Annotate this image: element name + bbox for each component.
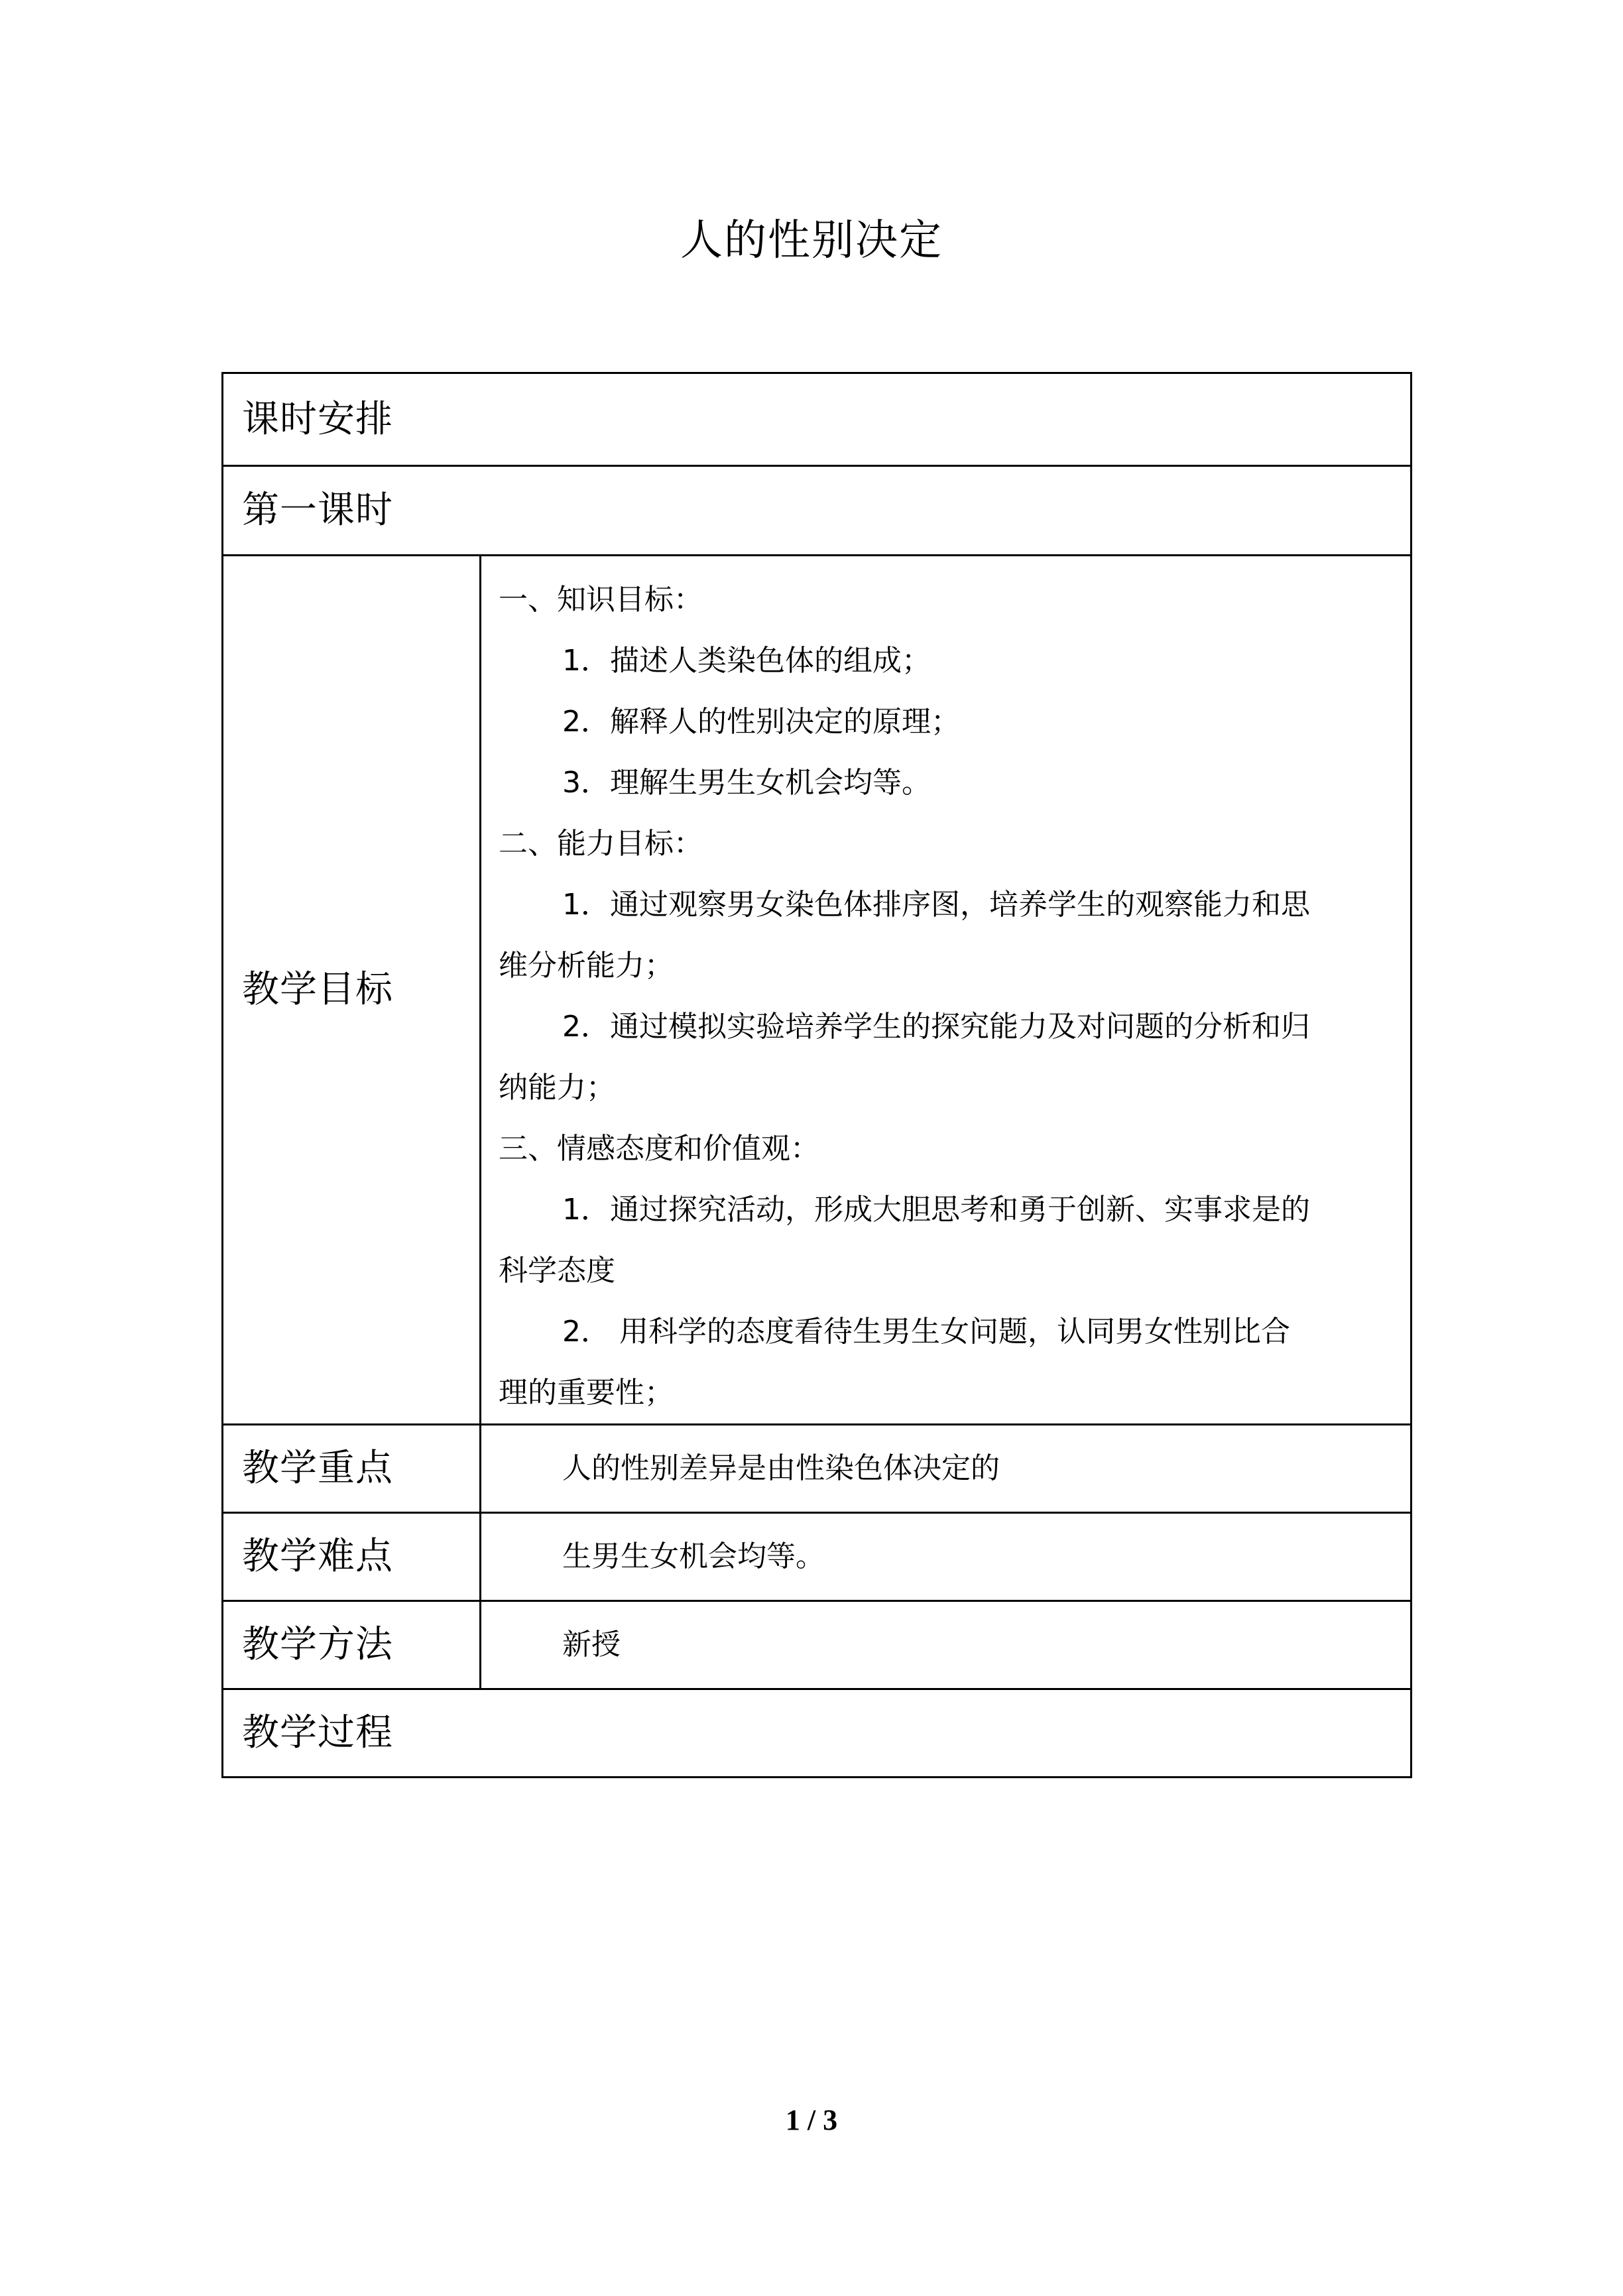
objective-item-continued: 理的重要性；	[499, 1376, 674, 1410]
period-label: 第一课时	[242, 489, 393, 532]
table-row-method	[223, 1601, 1412, 1689]
lesson-plan-table	[221, 372, 1412, 1778]
difficulty-value: 生男生女机会均等。	[562, 1540, 825, 1573]
process-cell	[223, 1689, 1412, 1778]
key-point-value: 人的性别差异是由性染色体决定的	[562, 1451, 1000, 1485]
method-value-cell	[481, 1601, 1412, 1689]
page-title: 人的性别决定	[680, 216, 943, 265]
difficulty-value-cell	[481, 1513, 1412, 1601]
key-point-label-cell	[223, 1425, 481, 1513]
objectives-label: 教学目标	[242, 968, 393, 1011]
table-row-schedule	[223, 373, 1412, 466]
period-cell	[223, 466, 1412, 556]
objective-heading-ability: 二、能力目标：	[499, 827, 703, 861]
objectives-label-cell	[223, 556, 481, 1425]
table-row-difficulty	[223, 1513, 1412, 1601]
table-row-process	[223, 1689, 1412, 1778]
method-value: 新授	[562, 1628, 621, 1662]
objective-item: 1．通过观察男女染色体排序图，培养学生的观察能力和思	[562, 888, 1310, 922]
table-row-key-point	[223, 1425, 1412, 1513]
process-label: 教学过程	[242, 1711, 393, 1754]
page-number: 1 / 3	[785, 2104, 838, 2136]
objective-item: 1．通过探究活动，形成大胆思考和勇于创新、实事求是的	[562, 1193, 1310, 1227]
objective-item-continued: 纳能力；	[499, 1071, 615, 1105]
method-label: 教学方法	[242, 1623, 393, 1666]
objective-item-continued: 维分析能力；	[499, 949, 674, 983]
objective-item: 2．通过模拟实验培养学生的探究能力及对问题的分析和归	[562, 1010, 1310, 1044]
objective-item-continued: 科学态度	[499, 1254, 615, 1288]
table-row-period	[223, 466, 1412, 556]
schedule-cell	[223, 373, 1412, 466]
difficulty-label: 教学难点	[242, 1535, 393, 1578]
key-point-label: 教学重点	[242, 1447, 393, 1490]
method-label-cell	[223, 1601, 481, 1689]
objective-item: 1．描述人类染色体的组成；	[562, 644, 931, 678]
objective-item: 2． 用科学的态度看待生男生女问题，认同男女性别比合	[562, 1315, 1290, 1349]
objective-heading-knowledge: 一、知识目标：	[499, 583, 703, 617]
difficulty-label-cell	[223, 1513, 481, 1601]
objective-heading-attitude: 三、情感态度和价值观：	[499, 1132, 819, 1166]
objective-item: 3．理解生男生女机会均等。	[562, 766, 931, 800]
objectives-content-cell	[481, 556, 1412, 1425]
table-row-objectives	[223, 556, 1412, 1425]
objective-item: 2．解释人的性别决定的原理；	[562, 705, 960, 739]
schedule-label: 课时安排	[242, 397, 393, 441]
key-point-value-cell	[481, 1425, 1412, 1513]
